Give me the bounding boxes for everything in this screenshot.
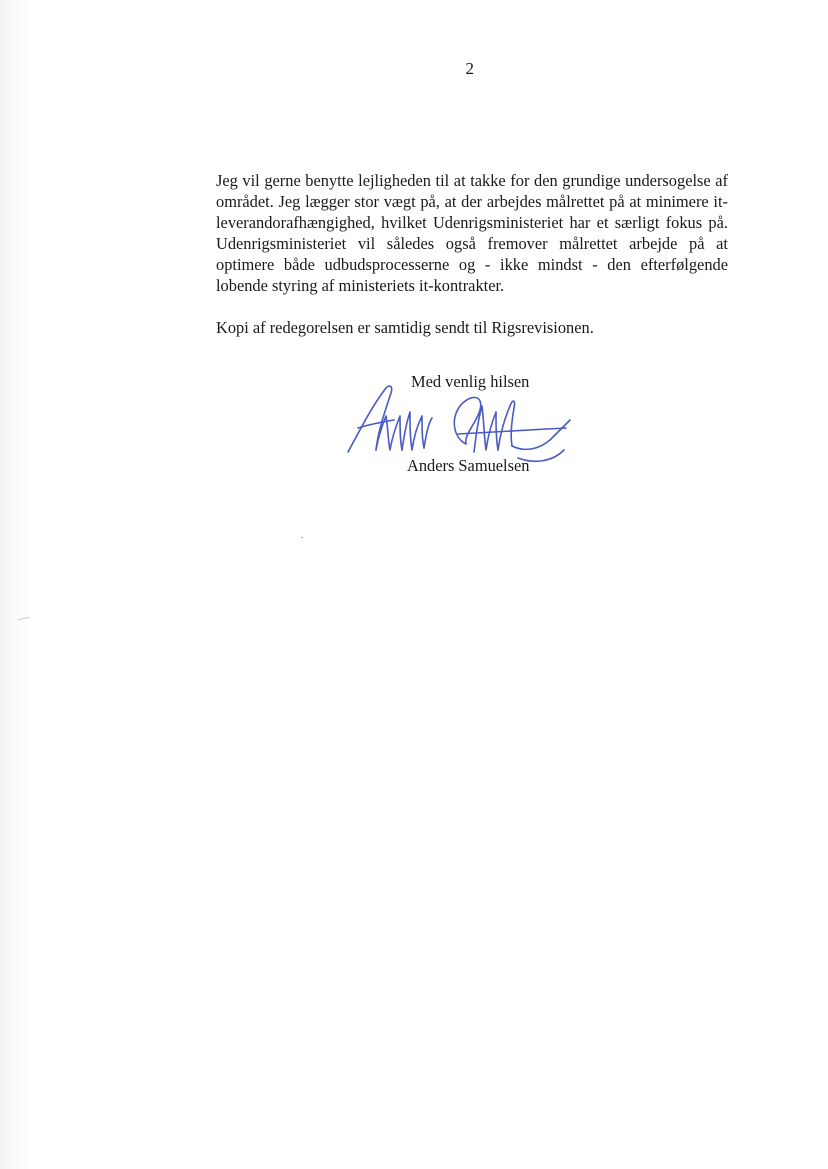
scan-shadow: [0, 0, 30, 1169]
closing-salutation: Med venlig hilsen: [411, 372, 530, 391]
scan-speck: [301, 537, 303, 538]
letter-body: [216, 170, 728, 338]
paragraph-copy-notice: Kopi af redegorelsen er samtidig sendt til Rigsrevisionen.: [216, 318, 594, 337]
paragraph-thanks: Jeg vil gerne benytte lejligheden til at takke for den grundige undersogelse af området. Jeg lægger stor vægt på, at der arbejdes målrettet på at minimere it-leverandorafhængighed, hvilket Udenrigsministeriet har et særligt fokus på. Udenrigsministeriet vil således også fremover målrettet arbejde på at optimere både udbudsprocesserne og - ikke mindst - den efterfølgende lobende styring af ministeriets it-kontrakter.: [216, 171, 728, 295]
page-number: 2: [465, 59, 475, 78]
signer-name: Anders Samuelsen: [407, 456, 530, 475]
